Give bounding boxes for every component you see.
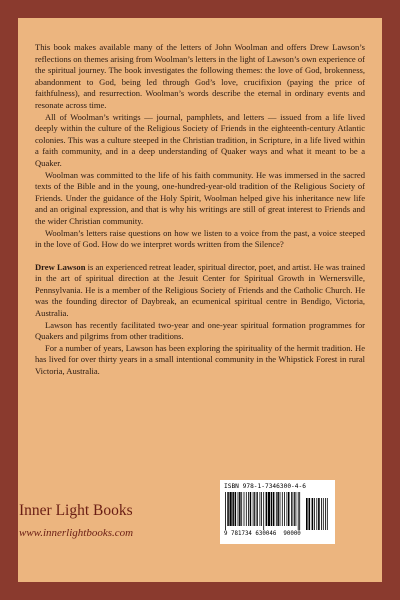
barcode-bar	[294, 492, 295, 526]
barcode-bar	[261, 492, 262, 526]
barcode-bar	[239, 492, 241, 526]
description-paragraph-1: This book makes available many of the letters of John Woolman and offers Drew Lawson’s reflections on themes arising from Woolman’s letters in the light of Lawson’s own experience of the spiritual journey. The book investigates the following themes: the love of God, brokenness, abandonment to God, being led through God’s love, crucifixion (paying the price of faithfulness), and resurrection. Woolman’s words describe the eternal in ordinary events and resonate across time.	[35, 42, 365, 110]
barcode-bar	[291, 492, 292, 526]
barcode-bar	[244, 492, 245, 526]
isbn-label: ISBN 978-1-7346300-4-6	[224, 483, 306, 490]
barcode-bar	[276, 492, 277, 526]
author-bio-text: is an experienced retreat leader, spiritual director, poet, and artist. He was trained in the art of spiritual direction at the Jesuit Center for Spiritual Growth in Wernersville, Pennsylvania. He is a member of the Religious Society of Friends and the Catholic Church. He was the founding director of Daybreak, an ecumenical spiritual centre in Bendigo, Victoria, Australia.	[35, 261, 365, 319]
barcode-bar	[241, 492, 242, 526]
addon-bar	[323, 498, 324, 530]
barcode-bar	[299, 492, 300, 530]
addon-bar	[327, 498, 328, 530]
barcode-bar	[268, 492, 270, 526]
barcode-bar	[273, 492, 275, 526]
author-bio-paragraph-2: Lawson has recently facilitated two-year and one-year spiritual formation programmes for Quakers and pilgrims from other traditions.	[35, 319, 365, 342]
barcode-bar	[232, 492, 234, 526]
description-paragraph-3: Woolman was committed to the life of his faith community. He was immersed in the sacred texts of the Bible and in the young, one-hundred-year-old tradition of the Religious Society of Friends. Under the guidance of the Holy Spirit, Woolman helped give his inheritance new life and an original expression, and that is why his writings are still of great interest to Friends and the wider Christian community.	[35, 169, 365, 226]
addon-bar	[325, 498, 326, 530]
author-bio-paragraph-1	[35, 262, 365, 320]
description-paragraph-4: Woolman’s letters raise questions on how we listen to a voice from the past, a voice steeped in the love of God. How do we interpret words written from the Silence?	[35, 227, 365, 250]
barcode-bar	[225, 492, 226, 530]
barcode-digits: 9 781734 630046	[224, 531, 277, 537]
barcode-bar	[271, 492, 273, 526]
barcode-bar	[296, 492, 297, 526]
barcode-bar	[284, 492, 285, 526]
barcode-bar	[253, 492, 254, 526]
barcode-bar	[230, 492, 232, 526]
barcode-bar	[293, 492, 294, 526]
barcode-bar	[238, 492, 239, 526]
barcode-bar	[235, 492, 237, 526]
barcode-bar	[266, 492, 268, 526]
addon-bar	[306, 498, 308, 530]
publisher-website: www.innerlightbooks.com	[19, 527, 134, 539]
barcode-bar	[257, 492, 258, 526]
description-paragraph-2: All of Woolman’s writings — journal, pamphlets, and letters — issued from a life lived deeply within the culture of the Religious Society of Friends in the eighteenth-century Atlantic colonies. This was a culture steeped in the Christian tradition, in Scripture, in a life lived within a faith community, and in a deep understanding of Quaker ways and what it meant to be a Quaker.	[35, 111, 365, 168]
addon-bar	[309, 498, 311, 530]
isbn-barcode	[220, 480, 335, 544]
barcode-number-row	[224, 531, 331, 537]
addon-bar	[314, 498, 315, 530]
barcode-bar	[288, 492, 290, 526]
author-bio-paragraph-3: For a number of years, Lawson has been exploring the spirituality of the hermit tradition. He has lived for over thirty years in a small intentional community in the Whipstick Forest in rural Victoria, Australia.	[35, 342, 365, 377]
barcode-bar	[280, 492, 281, 526]
addon-bar	[321, 498, 322, 530]
barcode-bar	[227, 492, 229, 526]
barcode-bars	[224, 492, 331, 530]
barcode-bar	[287, 492, 288, 526]
addon-bar	[318, 498, 320, 530]
barcode-bar	[254, 492, 255, 526]
barcode-bar	[298, 492, 299, 530]
addon-bar	[312, 498, 314, 530]
book-description	[35, 42, 365, 378]
barcode-bar	[256, 492, 257, 526]
barcode-bar	[248, 492, 249, 526]
barcode-bar	[277, 492, 279, 526]
addon-bar	[316, 498, 317, 530]
barcode-bar	[282, 492, 283, 526]
publisher-name: Inner Light Books	[19, 502, 133, 519]
barcode-bar	[250, 492, 252, 526]
barcode-bar	[260, 492, 261, 526]
price-code: 90000	[283, 531, 301, 537]
barcode-bar	[246, 492, 247, 526]
author-name: Drew Lawson	[35, 261, 86, 272]
barcode-bar	[263, 492, 264, 530]
